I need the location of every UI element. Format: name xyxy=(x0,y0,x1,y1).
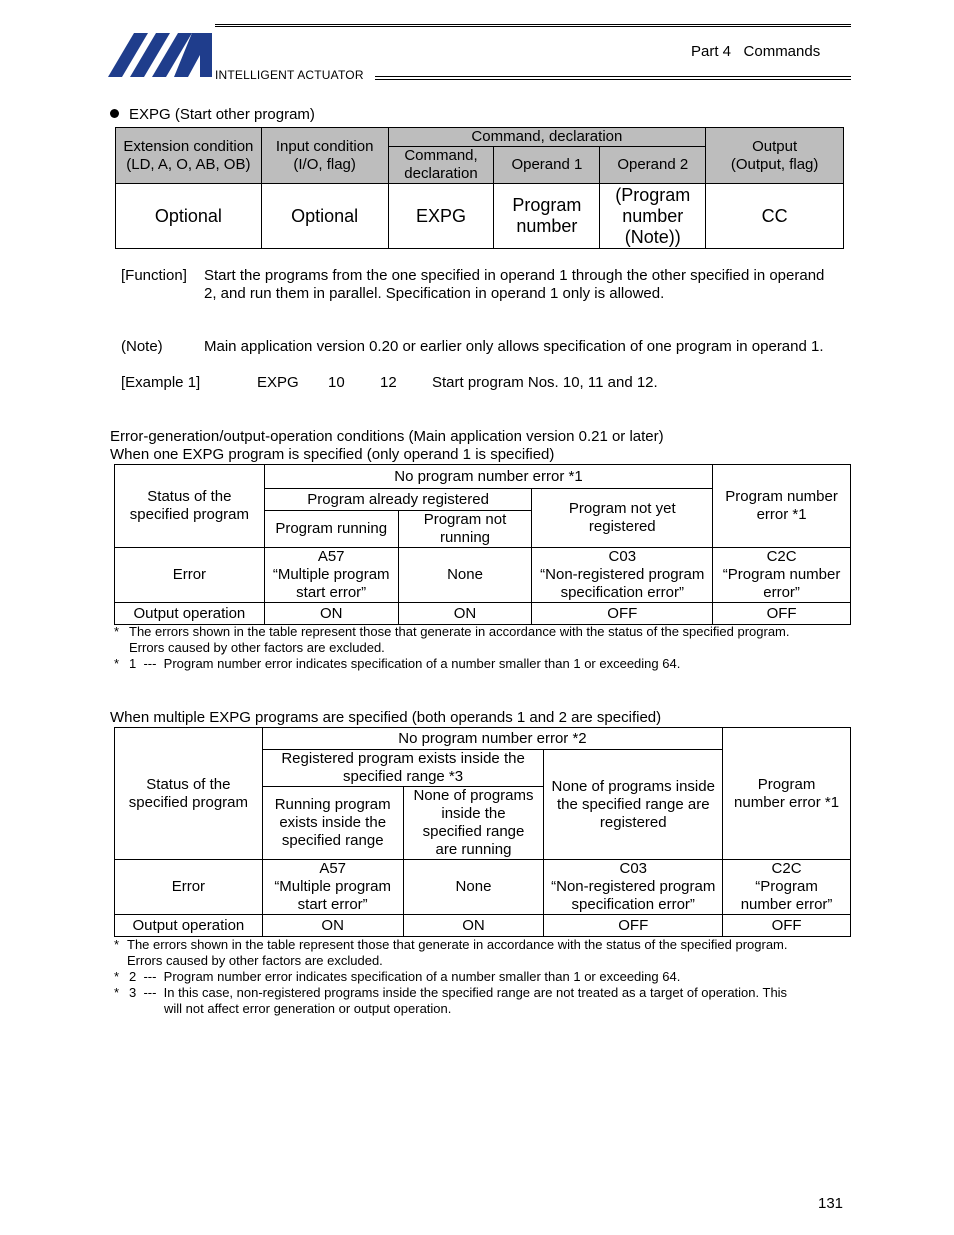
t2-no-error-header: No program number error *2 xyxy=(262,728,722,750)
cell-operand-1-value: Program number xyxy=(494,184,600,249)
t1-error-running: A57 “Multiple program start error” xyxy=(264,548,398,603)
t1-note-1b: Errors caused by other factors are excluded. xyxy=(129,640,385,655)
t1-program-error-header: Program number error *1 xyxy=(713,465,851,548)
t2-note-1b: Errors caused by other factors are excluded. xyxy=(127,953,383,968)
cell-input-value: Optional xyxy=(261,184,388,249)
t1-error-not-running: None xyxy=(398,548,532,603)
t1-output-value: ON xyxy=(264,603,398,625)
t1-output-value: ON xyxy=(398,603,532,625)
single-program-title: When one EXPG program is specified (only operand 1 is specified) xyxy=(110,446,555,463)
example-label: [Example 1] xyxy=(121,374,201,391)
t2-note-3a: 3 --- In this case, non-registered programs inside the specified range are not treated as a target of operation. This xyxy=(129,985,788,1000)
t1-status-header: Status of the specified program xyxy=(115,465,265,548)
example-operand-1: 10 xyxy=(328,374,345,391)
t1-output-label: Output operation xyxy=(115,603,265,625)
header-extension-condition: Extension condition (LD, A, O, AB, OB) xyxy=(116,128,262,184)
brand-name: INTELLIGENT ACTUATOR xyxy=(215,68,364,82)
t2-note-3b: will not affect error generation or output operation. xyxy=(164,1001,452,1016)
iai-logo xyxy=(108,33,212,77)
t2-note-star: * xyxy=(114,969,120,984)
t2-output-value: ON xyxy=(403,915,544,937)
t1-registered-header: Program already registered xyxy=(264,489,532,511)
t1-not-registered-header: Program not yet registered xyxy=(532,489,713,548)
header-command-declaration: Command, declaration xyxy=(388,147,494,184)
part-title: Part 4 Commands xyxy=(691,43,821,60)
t1-output-value: OFF xyxy=(713,603,851,625)
t2-error-running: A57 “Multiple program start error” xyxy=(262,860,403,915)
t2-output-value: OFF xyxy=(544,915,723,937)
header-command-group: Command, declaration xyxy=(388,128,706,147)
example-description: Start program Nos. 10, 11 and 12. xyxy=(432,374,658,391)
bullet-icon xyxy=(110,109,119,118)
example-command: EXPG xyxy=(257,374,299,391)
command-table xyxy=(115,127,844,249)
t2-error-program: C2C “Program number error” xyxy=(723,860,851,915)
t1-output-value: OFF xyxy=(532,603,713,625)
t2-registered-header: Registered program exists inside the specified range *3 xyxy=(262,750,544,787)
t1-error-label: Error xyxy=(115,548,265,603)
t1-running-header: Program running xyxy=(264,511,398,548)
header-rule-bottom xyxy=(375,76,851,80)
section-title-text: EXPG (Start other program) xyxy=(129,106,315,123)
function-text: Start the programs from the one specified in operand 1 through the other specified in operand 2, and run them in parallel. Specification in operand 1 only is allowed. xyxy=(204,267,825,302)
t2-output-label: Output operation xyxy=(115,915,263,937)
t2-note-2: 2 --- Program number error indicates specification of a number smaller than 1 or exceeding 64. xyxy=(129,969,681,984)
t1-note-1a: The errors shown in the table represent those that generate in accordance with the status of the specified program. xyxy=(129,624,790,639)
page-number: 131 xyxy=(818,1195,844,1212)
t1-note-2: 1 --- Program number error indicates specification of a number smaller than 1 or exceeding 64. xyxy=(129,656,681,671)
cell-operand-2-value: (Program number (Note)) xyxy=(600,184,706,249)
cell-extension-value: Optional xyxy=(116,184,262,249)
note-text: Main application version 0.20 or earlier only allows specification of one program in operand 1. xyxy=(204,338,824,355)
t2-running-header: Running program exists inside the specified range xyxy=(262,787,403,860)
t1-note-star: * xyxy=(114,624,120,639)
cell-output-value: CC xyxy=(706,184,844,249)
t2-error-not-running: None xyxy=(403,860,544,915)
t1-not-running-header: Program not running xyxy=(398,511,532,548)
header-operand-2: Operand 2 xyxy=(600,147,706,184)
single-program-table xyxy=(114,464,851,625)
multi-program-table xyxy=(114,727,851,937)
t1-error-not-registered: C03 “Non-registered program specification error” xyxy=(532,548,713,603)
t2-output-value: OFF xyxy=(723,915,851,937)
t2-note-star: * xyxy=(114,985,120,1000)
section-title xyxy=(110,106,315,123)
conditions-title: Error-generation/output-operation conditions (Main application version 0.21 or later) xyxy=(110,428,664,445)
t1-note-star: * xyxy=(114,656,120,671)
t2-status-header: Status of the specified program xyxy=(115,728,263,860)
function-label: [Function] xyxy=(121,267,187,284)
t1-error-program: C2C “Program number error” xyxy=(713,548,851,603)
t2-note-1a: The errors shown in the table represent those that generate in accordance with the status of the specified program. xyxy=(127,937,788,952)
t2-output-value: ON xyxy=(262,915,403,937)
t2-error-label: Error xyxy=(115,860,263,915)
t2-not-running-header: None of programs inside the specified range are running xyxy=(403,787,544,860)
t1-no-error-header: No program number error *1 xyxy=(264,465,712,489)
header-operand-1: Operand 1 xyxy=(494,147,600,184)
t2-program-error-header: Program number error *1 xyxy=(723,728,851,860)
t2-error-not-registered: C03 “Non-registered program specification error” xyxy=(544,860,723,915)
cell-command-value: EXPG xyxy=(388,184,494,249)
note-label: (Note) xyxy=(121,338,163,355)
example-operand-2: 12 xyxy=(380,374,397,391)
t2-note-star: * xyxy=(114,937,120,952)
header-output: Output (Output, flag) xyxy=(706,128,844,184)
header-input-condition: Input condition (I/O, flag) xyxy=(261,128,388,184)
multi-program-title: When multiple EXPG programs are specified (both operands 1 and 2 are specified) xyxy=(110,709,662,726)
header-rule-top xyxy=(215,24,851,27)
t2-none-registered-header: None of programs inside the specified range are registered xyxy=(544,750,723,860)
